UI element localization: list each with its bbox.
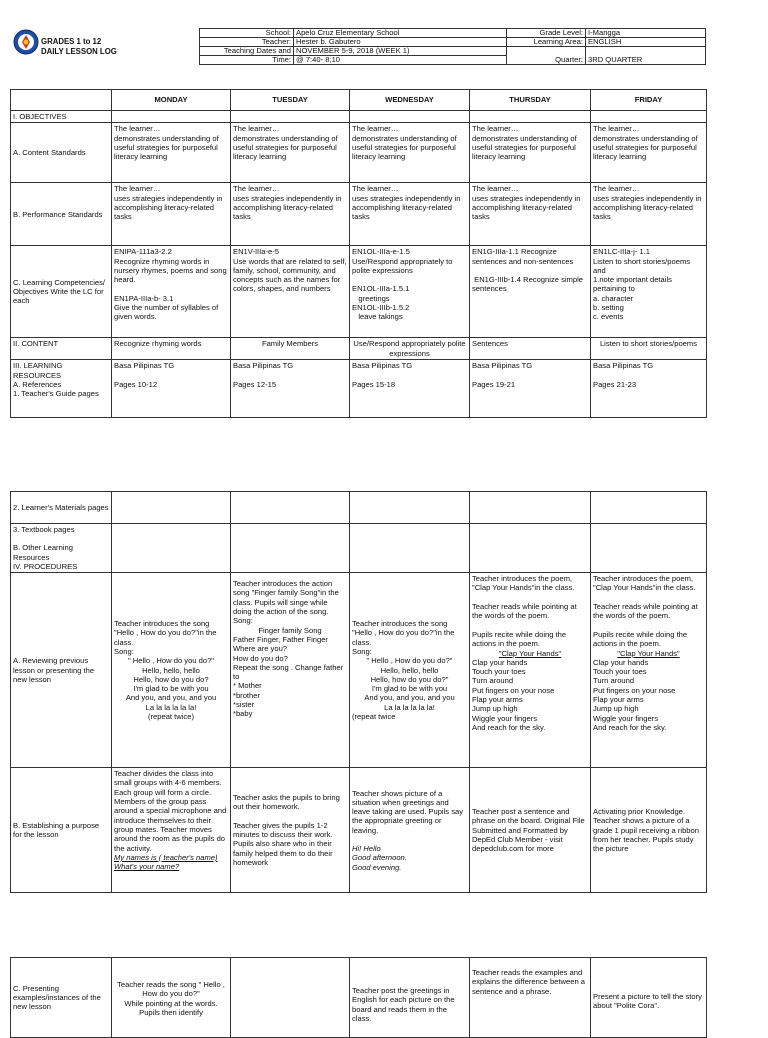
school-label: School: (200, 29, 294, 38)
reviewing-monday (112, 573, 231, 768)
establishing-friday: Activating prior Knowledge. Teacher shows a picture of a grade 1 pupil receiving a ribbon from her teacher. Pupils study the picture (591, 768, 707, 893)
blank-cell (586, 47, 706, 56)
blank-cell (470, 492, 591, 524)
establishing-wednesday-italic: Hi! Hello Good afternoon. Good evening. (352, 843, 407, 872)
performance-standards-tuesday: The learner… uses strategies independently in accomplishing literacy-related tasks (231, 183, 350, 246)
quarter-value: 3RD QUARTER (586, 56, 706, 65)
competencies-wednesday: EN1OL-IIIa-e-1.5 Use/Respond appropriately to polite expressions EN1OL-IIIa-1.5.1 greetings EN1OL-IIIb-1.5.2 leave takings (350, 246, 470, 338)
blank-cell (112, 524, 231, 573)
content-friday: Listen to short stories/poems (591, 338, 707, 360)
content-label: II. CONTENT (11, 338, 112, 360)
blank-cell (350, 524, 470, 573)
resources-monday: Basa Pilipinas TG Pages 10-12 (112, 360, 231, 418)
day-header-wednesday: WEDNESDAY (350, 90, 470, 111)
performance-standards-wednesday: The learner… uses strategies independently in accomplishing literacy-related tasks (350, 183, 470, 246)
establishing-monday (112, 768, 231, 893)
grade-label: Grade Level: (507, 29, 586, 38)
day-header-tuesday: TUESDAY (231, 90, 350, 111)
reviewing-wednesday-repeat: (repeat twice (352, 712, 396, 722)
presenting-label: C. Presenting examples/instances of the new lesson (11, 958, 112, 1038)
corner-cell (11, 90, 112, 111)
reviewing-thursday (470, 573, 591, 768)
log-title (41, 37, 117, 57)
content-thursday: Sentences (470, 338, 591, 360)
dates-label: Teaching Dates and (200, 47, 294, 56)
title-line-2: DAILY LESSON LOG (41, 47, 117, 56)
establishing-monday-text: Teacher divides the class into small groups with 4-6 members. Each group will form a circle. Members of the group pass around a special microphone and introduce themselves to their group mates. Teacher moves around the room as the pupils do the activity. (114, 769, 229, 853)
blank-cell (507, 47, 586, 56)
reviewing-monday-text: Teacher introduces the song "Hello , How do you do?"in the class. Song: (114, 619, 217, 656)
day-header-thursday: THURSDAY (470, 90, 591, 111)
lesson-table-3 (10, 957, 707, 1038)
establishing-thursday: Teacher post a sentence and phrase on the board. Original File Submitted and Formatted by DepEd Club Member - visit depedclub.com for more (470, 768, 591, 893)
blank-cell (112, 111, 231, 123)
reviewing-thursday-poem-title: "Clap Your Hands" (498, 648, 562, 658)
title-line-1: GRADES 1 to 12 (41, 37, 102, 46)
dates-value: NOVEMBER 5-9, 2018 (WEEK 1) (294, 47, 507, 56)
time-value: @ 7:40- 8;10 (294, 56, 507, 65)
performance-standards-monday: The learner… uses strategies independently in accomplishing literacy-related tasks (112, 183, 231, 246)
content-standards-label: A. Content Standards (11, 123, 112, 183)
reviewing-friday (591, 573, 707, 768)
day-header-friday: FRIDAY (591, 90, 707, 111)
reviewing-wednesday (350, 573, 470, 768)
competencies-friday: EN1LC-IIIa-j- 1.1 Listen to short stories/poems and 1.note important details pertaining to a. character b. setting c. events (591, 246, 707, 338)
header-table (199, 28, 706, 65)
blank-cell (470, 111, 591, 123)
performance-standards-thursday: The learner… uses strategies independently in accomplishing literacy-related tasks (470, 183, 591, 246)
lesson-table-2 (10, 491, 707, 893)
competencies-tuesday: EN1V-IIIa-e-5 Use words that are related to self, family, school, community, and concepts such as the names for colors, shapes, and numbers (231, 246, 350, 338)
blank-cell (470, 524, 591, 573)
reviewing-tuesday (231, 573, 350, 768)
textbook-label-cell (11, 524, 112, 573)
reviewing-friday-poem: Clap your hands Touch your toes Turn around Put fingers on your nose Flap your arms Jump up high Wiggle your fingers And reach for the sky. (593, 657, 676, 732)
presenting-monday: Teacher reads the song " Hello , How do you do?" While pointing at the words. Pupils then identify (112, 958, 231, 1038)
reviewing-friday-poem-title: "Clap Your Hands" (617, 648, 680, 658)
school-value: Apelo Cruz Elementary School (294, 29, 507, 38)
blank-cell (591, 524, 707, 573)
blank-cell (350, 111, 470, 123)
area-label: Learning Area: (507, 38, 586, 47)
content-tuesday: Family Members (231, 338, 350, 360)
reviewing-thursday-text: Teacher introduces the poem, "Clap Your Hands"in the class. Teacher reads while pointing at the words of the poem. Pupils recite while doing the actions in the poem. (472, 574, 577, 649)
presenting-thursday: Teacher reads the examples and explains the difference between a sentence and a phrase. (470, 958, 591, 1038)
performance-standards-friday: The learner… uses strategies independently in accomplishing literacy-related tasks (591, 183, 707, 246)
blank-cell (231, 524, 350, 573)
reviewing-wednesday-text: Teacher introduces the song "Hello , How do you do?"in the class. Song: (352, 619, 455, 656)
blank-cell (231, 111, 350, 123)
establishing-wednesday (350, 768, 470, 893)
area-value: ENGLISH (586, 38, 706, 47)
grade-value: I-Mangga (586, 29, 706, 38)
competencies-monday: ENIPA-111a3-2.2 Recognize rhyming words in nursery rhymes, poems and song heard. EN1PA-IIIa-b- 3.1 Give the number of syllables of given words. (112, 246, 231, 338)
content-standards-friday: The learner… demonstrates understanding of useful strategies for purposeful literacy learning (591, 123, 707, 183)
deped-seal-icon (13, 29, 39, 55)
content-standards-monday: The learner… demonstrates understanding of useful strategies for purposeful literacy learning (112, 123, 231, 183)
learners-materials-label: 2. Learner's Materials pages (11, 492, 112, 524)
presenting-wednesday: Teacher post the greetings in English for each picture on the board and reads them in the class. (350, 958, 470, 1038)
content-standards-wednesday: The learner… demonstrates understanding of useful strategies for purposeful literacy learning (350, 123, 470, 183)
reviewing-tuesday-song-title: Finger family Song (258, 625, 322, 635)
resources-label: III. LEARNING RESOURCES A. References 1. Teacher's Guide pages (11, 360, 112, 418)
presenting-friday: Present a picture to tell the story about "Polite Cora". (591, 958, 707, 1038)
reviewing-thursday-poem: Clap your hands Touch your toes Turn around Put fingers on your nose Flap your arms Jump up high Wiggle your fingers And reach for the sky. (472, 657, 555, 732)
presenting-tuesday (231, 958, 350, 1038)
reviewing-tuesday-text: Teacher introduces the action song "Finger family Song"in the class. Pupils will singe while doing the action of the song. Song: (233, 579, 339, 626)
reviewing-wednesday-song: " Hello , How do you do?" Hello, hello, hello Hello, how do you do?" I'm glad to be with you And you, and you, and you La la la la la la! (364, 656, 455, 712)
reviewing-friday-text: Teacher introduces the poem, "Clap Your Hands"in the class. Teacher reads while pointing at the words of the poem. Pupils recite while doing the actions in the poem. (593, 574, 698, 649)
performance-standards-label: B. Performance Standards (11, 183, 112, 246)
blank-cell (591, 111, 707, 123)
time-label: Time: (200, 56, 294, 65)
establishing-wednesday-text: Teacher shows picture of a situation when greetings and leave taking are used. Pupils say the appropriate greeting or leaving. (352, 788, 466, 835)
resources-wednesday: Basa Pilipinas TG Pages 15-18 (350, 360, 470, 418)
content-standards-tuesday: The learner… demonstrates understanding of useful strategies for purposeful literacy learning (231, 123, 350, 183)
lesson-table-1 (10, 89, 707, 418)
blank-cell (350, 492, 470, 524)
procedures-heading: IV. PROCEDURES (13, 561, 78, 571)
teacher-value: Hester b. Gabutero (294, 38, 507, 47)
teacher-label: Teacher: (200, 38, 294, 47)
textbook-label: 3. Textbook pages (13, 525, 75, 534)
blank-cell (591, 492, 707, 524)
quarter-label: Quarter: (507, 56, 586, 65)
establishing-label: B. Establishing a purpose for the lesson (11, 768, 112, 893)
reviewing-label: A. Reviewing previous lesson or presenting the new lesson (11, 573, 112, 768)
competencies-label: C. Learning Competencies/ Objectives Write the LC for each (11, 246, 112, 338)
competencies-thursday: EN1G-IIIa-1.1 Recognize sentences and non-sentences EN1G-IIIb-1.4 Recognize simple sentences (470, 246, 591, 338)
resources-tuesday: Basa Pilipinas TG Pages 12-15 (231, 360, 350, 418)
objectives-heading: I. OBJECTIVES (11, 111, 112, 123)
content-wednesday: Use/Respond appropriately polite expressions (350, 338, 470, 360)
other-resources-label: B. Other Learning Resources (13, 543, 73, 562)
content-standards-thursday: The learner… demonstrates understanding of useful strategies for purposeful literacy learning (470, 123, 591, 183)
blank-cell (112, 492, 231, 524)
establishing-monday-italic: My names is ( teacher's name) What's your name? (114, 852, 218, 872)
reviewing-tuesday-song: Father Finger, Father Finger Where are you? How do you do? Repeat the song . Change father to * Mother *brother *sister *baby (233, 634, 344, 719)
blank-cell (231, 492, 350, 524)
reviewing-monday-song: " Hello , How do you do?" Hello, hello, hello Hello, how do you do? I'm glad to be with you And you, and you, and you La la la la la la! (repeat twice) (125, 656, 217, 722)
resources-friday: Basa Pilipinas TG Pages 21-23 (591, 360, 707, 418)
content-monday: Recognize rhyming words (112, 338, 231, 360)
day-header-monday: MONDAY (112, 90, 231, 111)
establishing-tuesday: Teacher asks the pupils to bring out their homework. Teacher gives the pupils 1-2 minutes to discuss their work. Pupils also share who in their family helped them to do their homework (231, 768, 350, 893)
resources-thursday: Basa Pilipinas TG Pages 19-21 (470, 360, 591, 418)
